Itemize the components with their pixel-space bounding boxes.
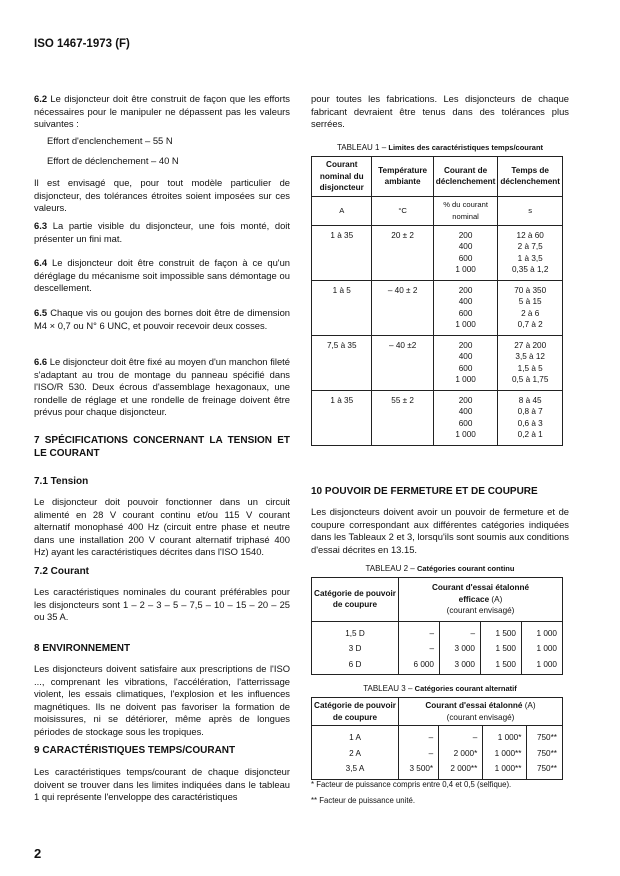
table-3-row bbox=[312, 746, 563, 762]
table-1-current: 7,5 à 35 bbox=[312, 335, 372, 390]
table-2-row bbox=[312, 641, 563, 657]
current-cell: – bbox=[399, 726, 439, 746]
table-1-pct: 1 000 bbox=[455, 375, 476, 384]
table-1-time: 0,5 à 1,75 bbox=[511, 375, 549, 384]
table-3-header-current: Courant d'essai étalonné (A) (courant envisagé) bbox=[399, 698, 563, 726]
table-1-header: Température ambiante bbox=[372, 157, 433, 197]
section-10-text: Les disjoncteurs doivent avoir un pouvoir de fermeture et de coupure correspondant aux différentes catégories indiquées dans les Tableaux 2 et 3, lorsqu'ils sont soumis aux conditions d'essai décrites en 13.15. bbox=[311, 506, 569, 555]
current-cell: – bbox=[399, 746, 439, 762]
table-1-title: TABLEAU 1 – Limites des caractéristiques temps/courant bbox=[336, 143, 544, 152]
section-9-heading: 9 CARACTÉRISTIQUES TEMPS/COURANT bbox=[34, 745, 236, 756]
table-1-row-group bbox=[312, 280, 563, 335]
table-1-time: 0,8 à 7 bbox=[517, 407, 543, 416]
table-1-current: 1 à 35 bbox=[312, 390, 372, 445]
table-1-time: 27 à 200 bbox=[514, 340, 547, 350]
section-9-text-continued: pour toutes les fabrications. Les disjoncteurs de chaque fabricant devraient être tenus dans des tolérances plus serrées. bbox=[311, 93, 569, 130]
table-1-unit: A bbox=[312, 196, 372, 225]
current-cell: 1 000** bbox=[483, 746, 527, 762]
table-1-row-group bbox=[312, 390, 563, 445]
table-1-pct-cell bbox=[433, 225, 498, 280]
table-2 bbox=[311, 577, 563, 675]
current-cell: 2 000* bbox=[439, 746, 483, 762]
current-cell: 750** bbox=[527, 746, 563, 762]
current-cell: 1 000 bbox=[522, 641, 563, 657]
table-1-temperature: – 40 ±2 bbox=[372, 335, 433, 390]
clause-6-3: 6.3 La partie visible du disjoncteur, une fois monté, doit présenter un fini mat. bbox=[34, 220, 290, 244]
table-1-pct: 400 bbox=[458, 297, 473, 306]
table-1-time: 1 à 3,5 bbox=[517, 253, 543, 263]
clause-6-2-note: Il est envisagé que, pour tout modèle particulier de disjoncteur, des tolérances étroites soient imposées sur ces valeurs. bbox=[34, 177, 290, 214]
table-1-pct: 200 bbox=[458, 285, 473, 295]
current-cell: 750** bbox=[527, 726, 563, 746]
table-1-time: 2 à 7,5 bbox=[517, 242, 543, 251]
table-1-unit: °C bbox=[372, 196, 433, 225]
current-cell: 1 000 bbox=[522, 621, 563, 641]
clause-6-6: 6.6 Le disjoncteur doit être fixé au moyen d'un manchon fileté s'adaptant au trou de montage du panneau spécifié dans l'ISO/R 530. Deux écrous d'assemblage hexagonaux, une rondelle de réglage et une rondelle de freinage doivent être prévus pour chaque disjoncteur. bbox=[34, 356, 290, 418]
category-cell: 1,5 D bbox=[312, 621, 399, 641]
table-2-title: TABLEAU 2 – Catégories courant continu bbox=[365, 564, 515, 573]
clause-6-2: 6.2 Le disjoncteur doit être construit de façon que les efforts nécessaires pour le manipuler ne dépassent pas les valeurs suivantes : bbox=[34, 93, 290, 130]
table-1-temperature: 20 ± 2 bbox=[372, 225, 433, 280]
section-9-text: Les caractéristiques temps/courant de chaque disjoncteur doivent se trouver dans les limites indiquées dans le tableau 1 qui représente l'enveloppe des caractéristiques bbox=[34, 766, 290, 803]
table-1-time-cell bbox=[498, 225, 563, 280]
current-cell: 1 500 bbox=[481, 621, 522, 641]
table-1-pct: 600 bbox=[458, 418, 473, 428]
table-1-pct: 400 bbox=[458, 242, 473, 251]
section-7-1-heading: 7.1 Tension bbox=[34, 476, 89, 487]
document-header: ISO 1467-1973 (F) bbox=[34, 38, 130, 50]
table-1-pct-cell bbox=[433, 390, 498, 445]
table-1-header: Temps de déclenchement bbox=[498, 157, 563, 197]
table-1-pct: 1 000 bbox=[455, 430, 476, 439]
table-1-time: 2 à 6 bbox=[521, 308, 540, 318]
table-1-header: Courant de déclenchement bbox=[433, 157, 498, 197]
current-cell: – bbox=[439, 726, 483, 746]
table-1-pct: 200 bbox=[458, 340, 473, 350]
table-1-unit: s bbox=[498, 196, 563, 225]
table-1-time: 1,5 à 5 bbox=[517, 363, 543, 373]
table-3-row bbox=[312, 726, 563, 746]
table-3-header-category: Catégorie de pouvoir de coupure bbox=[312, 698, 399, 726]
table-1-time: 70 à 350 bbox=[514, 285, 547, 295]
footnote-2: ** Facteur de puissance unité. bbox=[311, 796, 416, 805]
current-cell: 1 000* bbox=[483, 726, 527, 746]
table-3-row bbox=[312, 761, 563, 779]
current-cell: 3 500* bbox=[399, 761, 439, 779]
table-1-time-cell bbox=[498, 335, 563, 390]
table-1-time: 0,6 à 3 bbox=[517, 418, 543, 428]
table-2-header-category: Catégorie de pouvoir de coupure bbox=[312, 578, 399, 622]
table-1-pct: 1 000 bbox=[455, 265, 476, 274]
footnote-1: * Facteur de puissance compris entre 0,4 et 0,5 (selfique). bbox=[311, 780, 512, 789]
table-2-header-current: Courant d'essai étalonné efficace (A) (courant envisagé) bbox=[399, 578, 563, 622]
table-1-header: Courant nominal du disjoncteur bbox=[312, 157, 372, 197]
table-1 bbox=[311, 156, 563, 446]
effort-declenchement: Effort de déclenchement – 40 N bbox=[47, 155, 179, 166]
category-cell: 1 A bbox=[312, 726, 399, 746]
page-number: 2 bbox=[34, 846, 42, 861]
current-cell: – bbox=[399, 621, 440, 641]
current-cell: 1 500 bbox=[481, 641, 522, 657]
section-8-text: Les disjoncteurs doivent satisfaire aux prescriptions de l'ISO ..., comprenant les vibrations, l'accélération, l'atterrissage violent, les essais climatiques, l'explosion et les influences magnétiques. Ils ne doivent pas favoriser la formation de moisissures, ni se détériorer, même après de longues périodes de stockage sous les tropiques. bbox=[34, 663, 290, 737]
section-7-1-text: Le disjoncteur doit pouvoir fonctionner dans un circuit alimenté en 28 V courant continu et/ou 115 V courant alternatif monophasé 400 Hz (circuit entre phase et neutre dans une installation 200 V courant alternatif triphasé 400 Hz) ayant les caractéristiques décrites dans l'ISO 1540. bbox=[34, 496, 290, 558]
effort-enclenchement: Effort d'enclenchement – 55 N bbox=[47, 135, 173, 146]
table-1-row-group bbox=[312, 225, 563, 280]
table-1-row-group bbox=[312, 335, 563, 390]
clause-6-5: 6.5 Chaque vis ou goujon des bornes doit être de dimension M4 × 0,7 ou N° 6 UNC, et pouvoir recevoir deux cosses. bbox=[34, 307, 290, 331]
current-cell: 1 000 bbox=[522, 657, 563, 675]
table-1-time: 0,7 à 2 bbox=[517, 320, 543, 329]
current-cell: – bbox=[440, 621, 481, 641]
table-1-current: 1 à 35 bbox=[312, 225, 372, 280]
category-cell: 3,5 A bbox=[312, 761, 399, 779]
current-cell: 2 000** bbox=[439, 761, 483, 779]
section-7-2-heading: 7.2 Courant bbox=[34, 566, 90, 577]
table-2-row bbox=[312, 657, 563, 675]
table-1-time-cell bbox=[498, 390, 563, 445]
table-1-pct-cell bbox=[433, 280, 498, 335]
table-1-time: 0,35 à 1,2 bbox=[511, 265, 549, 274]
table-1-pct: 400 bbox=[458, 352, 473, 361]
current-cell: – bbox=[399, 641, 440, 657]
table-1-pct: 1 000 bbox=[455, 320, 476, 329]
table-1-pct-cell bbox=[433, 335, 498, 390]
table-1-pct: 400 bbox=[458, 407, 473, 416]
current-cell: 1 500 bbox=[481, 657, 522, 675]
table-3 bbox=[311, 697, 563, 780]
section-10-heading: 10 POUVOIR DE FERMETURE ET DE COUPURE bbox=[311, 486, 538, 497]
section-8-heading: 8 ENVIRONNEMENT bbox=[34, 643, 131, 654]
table-1-current: 1 à 5 bbox=[312, 280, 372, 335]
table-1-time: 0,2 à 1 bbox=[517, 430, 543, 439]
table-1-time: 3,5 à 12 bbox=[515, 352, 545, 361]
clause-6-4: 6.4 Le disjoncteur doit être construit de façon à ce qu'un déréglage du mécanisme soit impossible sans démontage ou descellement. bbox=[34, 257, 290, 294]
table-1-pct: 200 bbox=[458, 230, 473, 240]
current-cell: 3 000 bbox=[440, 657, 481, 675]
table-2-row bbox=[312, 621, 563, 641]
category-cell: 2 A bbox=[312, 746, 399, 762]
table-1-pct: 600 bbox=[458, 308, 473, 318]
table-1-unit: % du courant nominal bbox=[433, 196, 498, 225]
table-1-pct: 600 bbox=[458, 253, 473, 263]
category-cell: 6 D bbox=[312, 657, 399, 675]
table-1-temperature: – 40 ± 2 bbox=[372, 280, 433, 335]
table-1-pct: 200 bbox=[458, 395, 473, 405]
table-1-temperature: 55 ± 2 bbox=[372, 390, 433, 445]
section-7-2-text: Les caractéristiques nominales du courant préférables pour les disjoncteurs sont 1 – 2 – 3 – 5 – 7,5 – 10 – 15 – 20 – 25 ou 35 A. bbox=[34, 586, 290, 623]
current-cell: 3 000 bbox=[440, 641, 481, 657]
current-cell: 6 000 bbox=[399, 657, 440, 675]
table-3-title: TABLEAU 3 – Catégories courant alternatif bbox=[363, 684, 517, 693]
table-1-pct: 600 bbox=[458, 363, 473, 373]
table-1-time: 5 à 15 bbox=[518, 297, 542, 306]
section-7-heading: 7 SPÉCIFICATIONS CONCERNANT LA TENSION ET LE COURANT bbox=[34, 435, 290, 459]
table-1-time: 12 à 60 bbox=[516, 230, 544, 240]
table-1-time-cell bbox=[498, 280, 563, 335]
current-cell: 1 000** bbox=[483, 761, 527, 779]
current-cell: 750** bbox=[527, 761, 563, 779]
category-cell: 3 D bbox=[312, 641, 399, 657]
table-1-time: 8 à 45 bbox=[518, 395, 542, 405]
